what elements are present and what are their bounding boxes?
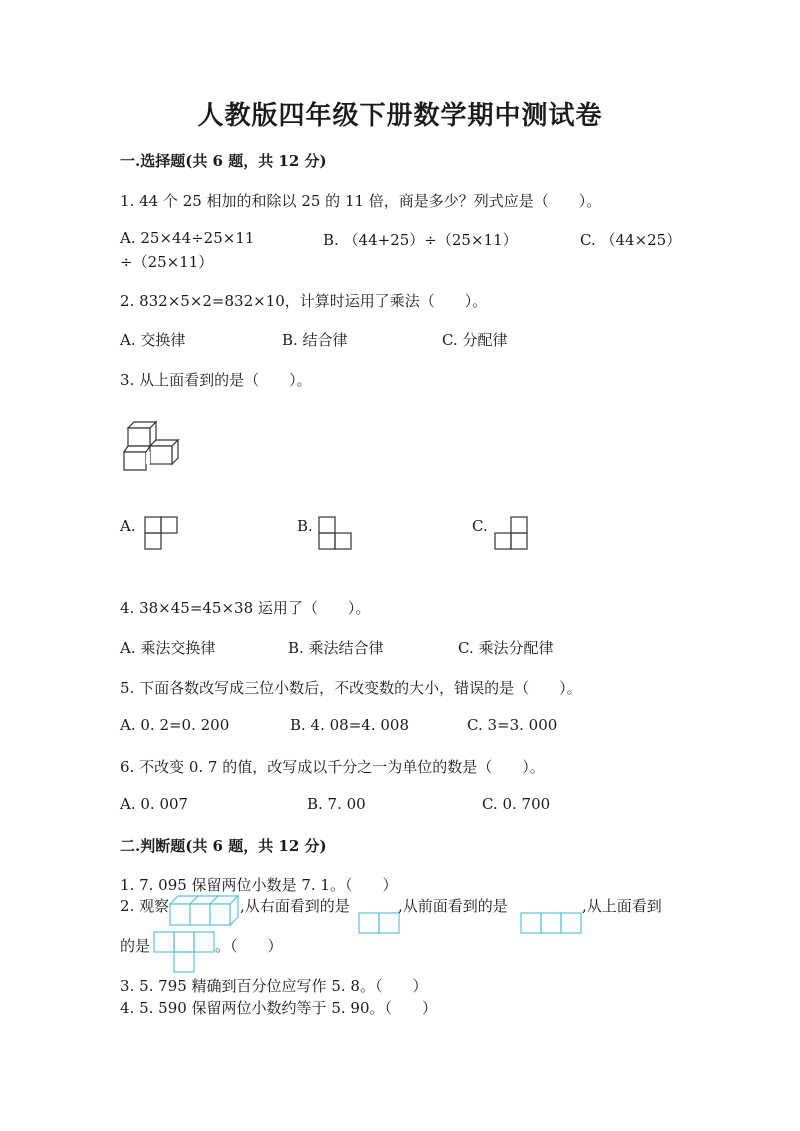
option-b-shape-icon — [318, 516, 352, 550]
option-a-shape-icon — [144, 516, 178, 550]
question-1-5: 5. 下面各数改写成三位小数后，不改变数的大小，错误的是（ ）。 — [120, 679, 582, 697]
option-1-1-c: C. （44×25） — [580, 231, 682, 249]
question-2-2-part1: 2. 观察 — [120, 897, 170, 915]
option-1-4-a: A. 乘法交换律 — [120, 639, 216, 657]
question-2-2-part2: ,从右面看到的是 — [240, 897, 350, 915]
cube-stack-figure — [118, 418, 188, 470]
option-1-2-a: A. 交换律 — [120, 331, 186, 349]
blue-cube-row-figure — [168, 895, 240, 929]
section-heading-choice: 一.选择题(共 6 题，共 12 分) — [120, 152, 327, 170]
page-title: 人教版四年级下册数学期中测试卷 — [197, 101, 603, 131]
option-1-2-b: B. 结合律 — [282, 331, 348, 349]
question-2-3: 3. 5. 795 精确到百分位应写作 5. 8。（ ） — [120, 977, 428, 995]
option-1-1-b: B. （44+25）÷（25×11） — [323, 231, 518, 249]
option-1-2-c: C. 分配律 — [442, 331, 508, 349]
option-1-5-b: B. 4. 08=4. 008 — [290, 716, 410, 734]
question-2-2-part5: 的是 — [120, 937, 151, 955]
option-1-4-b: B. 乘法结合律 — [288, 639, 384, 657]
option-1-4-c: C. 乘法分配律 — [458, 639, 554, 657]
option-1-1-a: A. 25×44÷25×11 — [120, 229, 255, 247]
question-2-2-part6: 。（ ） — [215, 937, 283, 955]
option-1-5-c: C. 3=3. 000 — [467, 716, 558, 734]
top-view-shape-icon — [153, 931, 215, 973]
option-1-6-a: A. 0. 007 — [120, 795, 189, 813]
question-1-3: 3. 从上面看到的是（ ）。 — [120, 371, 312, 389]
question-1-2: 2. 832×5×2=832×10，计算时运用了乘法（ ）。 — [120, 292, 488, 310]
question-2-1: 1. 7. 095 保留两位小数是 7. 1。（ ） — [120, 876, 398, 894]
option-1-1-c-continued: ÷（25×11） — [120, 253, 214, 271]
question-2-4: 4. 5. 590 保留两位小数约等于 5. 90。（ ） — [120, 999, 437, 1017]
option-1-5-a: A. 0. 2=0. 200 — [120, 716, 230, 734]
question-2-2-part4: ,从上面看到 — [582, 897, 662, 915]
option-c-shape-icon — [494, 516, 528, 550]
question-1-1: 1. 44 个 25 相加的和除以 25 的 11 倍，商是多少？列式应是（ ）。 — [120, 192, 602, 210]
question-2-2-part3: ,从前面看到的是 — [398, 897, 508, 915]
option-1-3-b: B. — [297, 517, 313, 535]
right-view-shape-icon — [358, 912, 400, 934]
option-1-6-b: B. 7. 00 — [307, 795, 366, 813]
option-1-3-c: C. — [472, 517, 488, 535]
front-view-shape-icon — [520, 912, 582, 934]
question-1-6: 6. 不改变 0. 7 的值，改写成以千分之一为单位的数是（ ）。 — [120, 758, 545, 776]
question-1-4: 4. 38×45=45×38 运用了（ ）。 — [120, 599, 371, 617]
option-1-6-c: C. 0. 700 — [482, 795, 551, 813]
section-heading-judgement: 二.判断题(共 6 题，共 12 分) — [120, 837, 327, 855]
option-1-3-a: A. — [120, 517, 136, 535]
